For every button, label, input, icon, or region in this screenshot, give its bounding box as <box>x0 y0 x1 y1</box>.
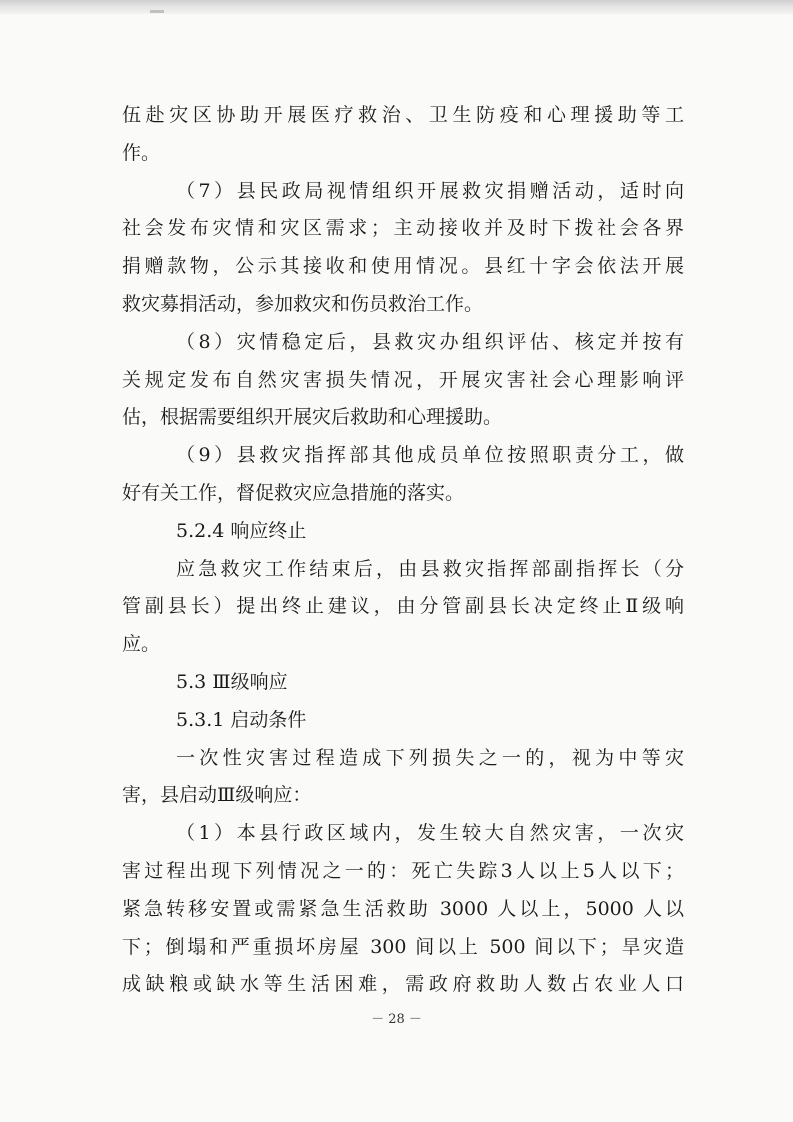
text-line: 估，根据需要组织开展灾后救助和心理援助。 <box>122 406 503 429</box>
text-line: 下；倒塌和严重损坏房屋 300 间以上 500 间以下；旱灾造 <box>122 935 684 958</box>
text-line: （8）灾情稳定后，县救灾办组织评估、核定并按有 <box>176 330 684 353</box>
scan-edge <box>0 0 793 14</box>
text-line: （1）本县行政区域内，发生较大自然灾害，一次灾 <box>176 822 684 845</box>
text-line: 一次性灾害过程造成下列损失之一的，视为中等灾 <box>176 746 684 769</box>
text-line: 害，县启动Ⅲ级响应： <box>122 784 312 807</box>
text-line: 紧急转移安置或需紧急生活救助 3000 人以上，5000 人以 <box>122 897 684 920</box>
text-line: 关规定发布自然灾害损失情况，开展灾害社会心理影响评 <box>122 368 684 391</box>
text-line: 捐赠款物，公示其接收和使用情况。县红十字会依法开展 <box>122 255 684 278</box>
text-line: （9）县救灾指挥部其他成员单位按照职责分工，做 <box>176 444 684 467</box>
text-line: 应急救灾工作结束后，由县救灾指挥部副指挥长（分 <box>176 557 684 580</box>
text-line: 应。 <box>122 633 161 656</box>
text-line: 5.3 Ⅲ级响应 <box>176 670 288 693</box>
document-body <box>122 97 684 1004</box>
text-line: 管副县长）提出终止建议，由分管副县长决定终止Ⅱ级响 <box>122 595 684 618</box>
text-line: 5.2.4 响应终止 <box>176 519 307 542</box>
page-number: － 28 － <box>371 1012 422 1027</box>
text-line: 社会发布灾情和灾区需求；主动接收并及时下拨社会各界 <box>122 217 684 240</box>
text-line: 好有关工作，督促救灾应急措施的落实。 <box>122 481 465 504</box>
text-line: 伍赴灾区协助开展医疗救治、卫生防疫和心理援助等工 <box>122 104 684 126</box>
scan-artifact <box>150 10 164 13</box>
text-line: 成缺粮或缺水等生活困难，需政府救助人数占农业人口 <box>122 973 684 996</box>
text-line: 5.3.1 启动条件 <box>176 708 307 731</box>
text-line: 害过程出现下列情况之一的：死亡失踪3人以上5人以下； <box>122 859 684 882</box>
text-line: 救灾募捐活动，参加救灾和伤员救治工作。 <box>122 292 484 315</box>
text-line: 作。 <box>122 141 161 164</box>
text-line: （7）县民政局视情组织开展救灾捐赠活动，适时向 <box>176 179 684 202</box>
